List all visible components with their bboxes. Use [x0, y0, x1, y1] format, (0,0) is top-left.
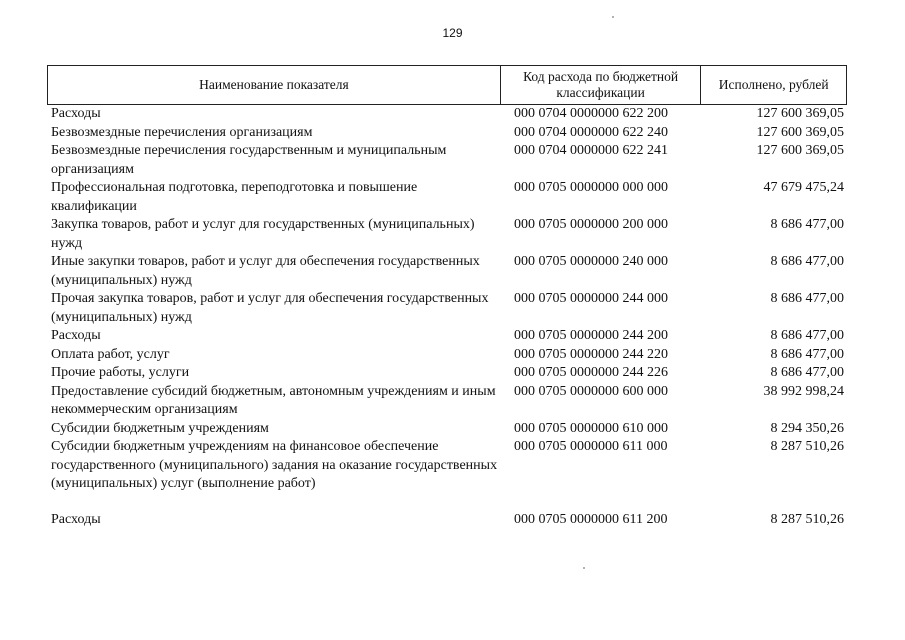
table-row [47, 420, 847, 439]
row-name: Субсидии бюджетным учреждениям [51, 420, 269, 436]
row-code: 000 0705 0000000 611 200 [514, 511, 668, 527]
row-code: 000 0705 0000000 000 000 [514, 180, 668, 195]
row-amount: 127 600 369,05 [756, 143, 844, 158]
table-row [47, 438, 847, 494]
row-code: 000 0705 0000000 244 200 [514, 328, 668, 343]
table-row [47, 290, 847, 327]
row-code: 000 0705 0000000 611 000 [514, 439, 668, 454]
row-code: 000 0704 0000000 622 241 [514, 143, 668, 158]
table-row [47, 511, 847, 530]
header-code: Код расхода по бюджетной классификации [501, 66, 702, 104]
table-row [47, 142, 847, 179]
row-amount: 8 686 477,00 [770, 291, 844, 306]
table-row [47, 327, 847, 346]
row-name: Иные закупки товаров, работ и услуг для обеспечения государственных (муниципальных) нужд [51, 254, 480, 288]
row-code: 000 0704 0000000 622 240 [514, 124, 668, 140]
header-amount: Исполнено, рублей [718, 77, 829, 92]
row-name: Предоставление субсидий бюджетным, автономным учреждениям и иным некоммерческим организациям [51, 383, 496, 417]
row-name: Расходы [51, 328, 101, 343]
table-row [47, 216, 847, 253]
row-code: 000 0704 0000000 622 200 [514, 106, 668, 121]
row-amount: 8 686 477,00 [770, 217, 844, 232]
row-name: Расходы [51, 106, 101, 121]
row-code: 000 0705 0000000 244 000 [514, 291, 668, 306]
table-row [47, 105, 847, 124]
table-row [47, 253, 847, 290]
row-code: 000 0705 0000000 240 000 [514, 254, 668, 269]
row-amount: 8 294 350,26 [770, 420, 844, 436]
row-name: Безвозмездные перечисления государственным и муниципальным организациям [51, 143, 447, 177]
table-row [47, 124, 847, 143]
table-row [47, 383, 847, 420]
row-name: Оплата работ, услуг [51, 346, 170, 362]
row-amount: 47 679 475,24 [763, 180, 844, 195]
table-row [47, 364, 847, 383]
header-name: Наименование показателя [48, 66, 501, 104]
row-code: 000 0705 0000000 600 000 [514, 383, 668, 399]
row-name: Расходы [51, 511, 101, 527]
row-amount: 38 992 998,24 [763, 383, 844, 399]
scan-speck [583, 567, 585, 569]
row-name: Прочие работы, услуги [51, 365, 190, 380]
row-code: 000 0705 0000000 244 220 [514, 346, 668, 362]
row-code: 000 0705 0000000 244 226 [514, 365, 668, 380]
row-amount: 8 287 510,26 [770, 511, 844, 527]
budget-table [47, 65, 847, 529]
row-amount: 127 600 369,05 [756, 124, 844, 140]
row-name: Прочая закупка товаров, работ и услуг для обеспечения государственных (муниципальных) нужд [51, 291, 489, 325]
table-row [47, 346, 847, 365]
row-amount: 8 287 510,26 [770, 439, 844, 454]
table-row [47, 179, 847, 216]
row-code: 000 0705 0000000 200 000 [514, 217, 668, 232]
row-name: Субсидии бюджетным учреждениям на финансовое обеспечение государственного (муниципального) задания на оказание государственных (муниципальных) услуг (выполнение работ) [51, 439, 498, 491]
row-amount: 127 600 369,05 [756, 106, 844, 121]
row-code: 000 0705 0000000 610 000 [514, 420, 668, 436]
page-number: 129 [442, 26, 463, 40]
row-amount: 8 686 477,00 [770, 365, 844, 380]
row-name: Закупка товаров, работ и услуг для государственных (муниципальных) нужд [51, 217, 475, 251]
row-amount: 8 686 477,00 [770, 328, 844, 343]
row-name: Безвозмездные перечисления организациям [51, 124, 313, 140]
row-name: Профессиональная подготовка, переподготовка и повышение квалификации [51, 180, 418, 214]
scan-speck [612, 16, 614, 18]
row-amount: 8 686 477,00 [770, 254, 844, 269]
table-header [47, 65, 847, 105]
row-amount: 8 686 477,00 [770, 346, 844, 362]
